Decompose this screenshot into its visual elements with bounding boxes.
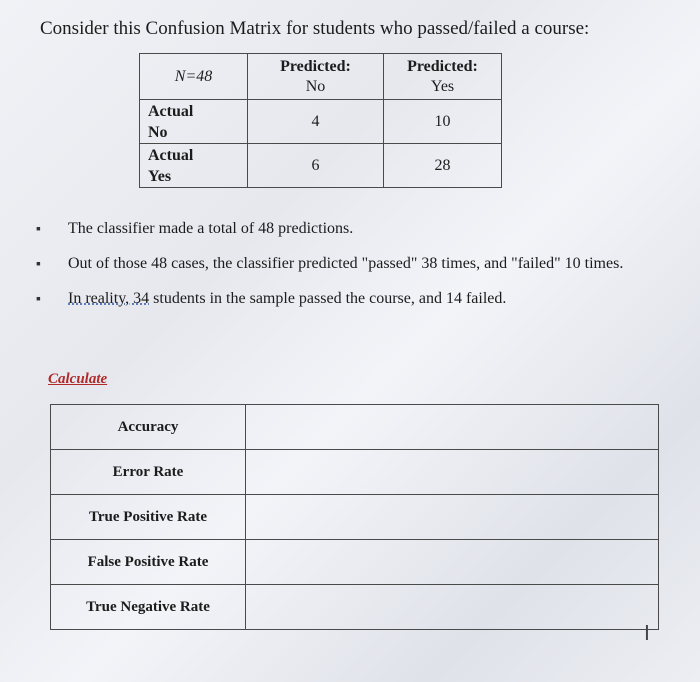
cell-actual-yes-pred-no: 6 — [248, 144, 384, 188]
col-header-predicted-no — [248, 54, 384, 100]
bullet-text: The classifier made a total of 48 predictions. — [68, 220, 354, 237]
answer-cell-false-positive-rate[interactable] — [246, 540, 659, 585]
row-header-actual-no — [140, 100, 248, 144]
row-header-line2: No — [148, 123, 168, 141]
bullet-dot-icon: ▪ — [36, 257, 41, 272]
metric-label-true-negative-rate: True Negative Rate — [51, 585, 246, 630]
answer-cell-true-positive-rate[interactable] — [246, 495, 659, 540]
cell-actual-yes-pred-yes: 28 — [384, 144, 502, 188]
cell-actual-no-pred-yes: 10 — [384, 100, 502, 144]
answer-cell-true-negative-rate[interactable] — [246, 585, 659, 630]
col-header-line1: Predicted: — [280, 57, 351, 75]
metric-label-true-positive-rate: True Positive Rate — [51, 495, 246, 540]
confusion-matrix-table — [139, 53, 502, 188]
bullet-text: Out of those 48 cases, the classifier predicted "passed" 38 times, and "failed" 10 times. — [68, 255, 624, 272]
bullet-dot-icon: ▪ — [36, 292, 41, 307]
document-title: Consider this Confusion Matrix for students who passed/failed a course: — [40, 18, 590, 39]
answer-cell-error-rate[interactable] — [246, 450, 659, 495]
answer-cell-accuracy[interactable] — [246, 405, 659, 450]
col-header-line2: No — [305, 77, 326, 95]
bullet-text-underlined: In reality, 34 — [68, 290, 150, 307]
row-header-line1: Actual — [148, 102, 194, 120]
cell-actual-no-pred-no: 4 — [248, 100, 384, 144]
bullet-item — [30, 288, 680, 309]
row-header-line2: Yes — [148, 167, 172, 185]
bullet-list — [30, 218, 680, 323]
bullet-item — [30, 218, 680, 239]
bullet-text: students in the sample passed the course, and 14 failed. — [149, 290, 507, 307]
calculation-table — [50, 404, 659, 630]
row-header-actual-yes — [140, 144, 248, 188]
bullet-dot-icon: ▪ — [36, 222, 41, 237]
metric-label-error-rate: Error Rate — [51, 450, 246, 495]
col-header-line1: Predicted: — [407, 57, 478, 75]
bullet-item — [30, 253, 680, 274]
text-cursor-icon: I — [644, 621, 650, 645]
col-header-predicted-yes — [384, 54, 502, 100]
col-header-line2: Yes — [430, 77, 455, 95]
metric-label-false-positive-rate: False Positive Rate — [51, 540, 246, 585]
matrix-corner-label: N=48 — [140, 54, 248, 100]
metric-label-accuracy: Accuracy — [51, 405, 246, 450]
row-header-line1: Actual — [148, 146, 194, 164]
calculate-heading: Calculate — [48, 371, 108, 387]
